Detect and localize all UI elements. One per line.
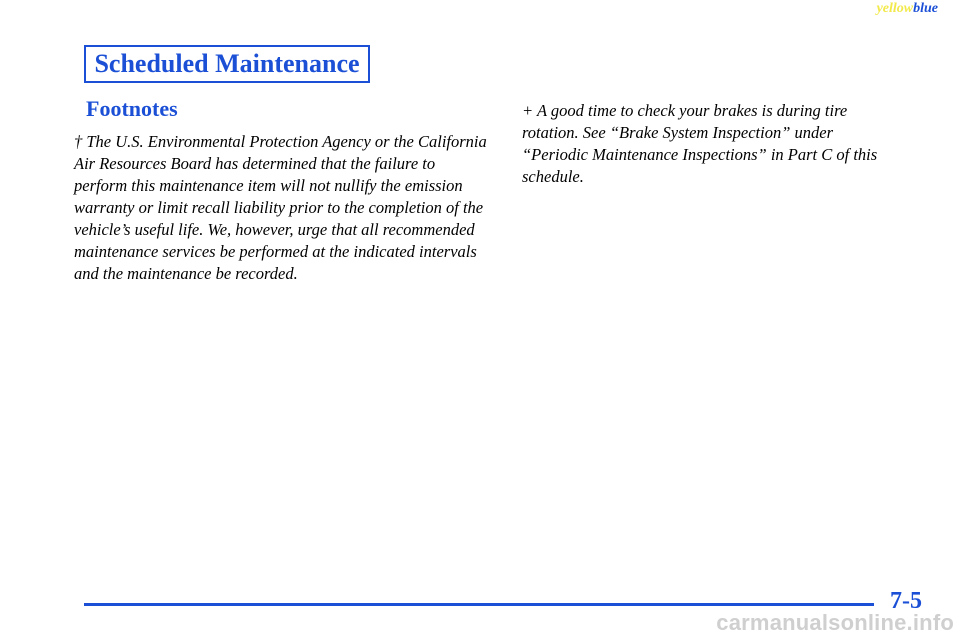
site-watermark: carmanualsonline.info [716,610,954,635]
section-title-box [84,45,370,83]
footer-rule [84,603,874,606]
color-tag [877,1,938,17]
color-tag-yellow: yellow [876,1,914,16]
footnotes-heading: Footnotes [86,96,178,121]
section-title: Scheduled Maintenance [94,49,360,78]
color-tag-blue: blue [913,1,938,16]
page-number: 7-5 [890,588,922,614]
right-column-paragraph: + A good time to check your brakes is during tire rotation. See “Brake System Inspection” under “Periodic Maintenance Inspections” in Part C of this schedule. [522,101,878,186]
left-column-paragraph: † The U.S. Environmental Protection Agency or the California Air Resources Board has determined that the failure to perform this maintenance item will not nullify the emission warranty or limit recall liability prior to the completion of the vehicle’s useful life. We, however, urge that all recommended maintenance services be performed at the indicated intervals and the maintenance be recorded. [74,132,487,283]
